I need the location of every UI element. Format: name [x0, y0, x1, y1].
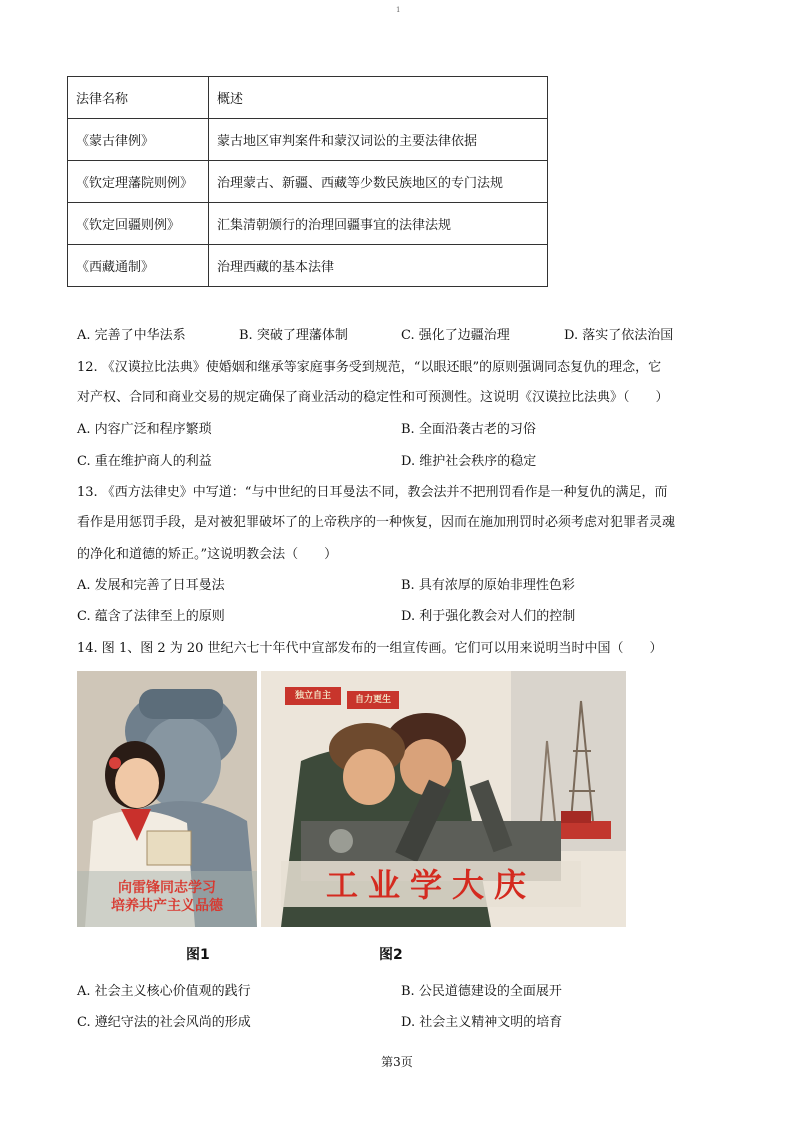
- law-summary-cell: 治理西藏的基本法律: [209, 245, 548, 287]
- q13-option-a: A. 发展和完善了日耳曼法: [77, 578, 225, 593]
- table-header-cell: 法律名称: [68, 77, 209, 119]
- figure2-slogan: 工业学大庆: [325, 866, 536, 904]
- q12-stem-line: 12. 《汉谟拉比法典》使婚姻和继承等家庭事务受到规范，“以眼还眼”的原则强调同态复仇的理念，它: [77, 360, 662, 375]
- law-name-cell: 《钦定理藩院则例》: [68, 161, 209, 203]
- q11-option-d: D. 落实了依法治国: [564, 328, 674, 343]
- figure1-slogan: [83, 879, 251, 915]
- q14-stem-line: 14. 图 1、图 2 为 20 世纪六七十年代中宣部发布的一组宣传画。它们可以用来说明当时中国（ ）: [77, 641, 663, 656]
- table-row: [68, 161, 548, 203]
- law-summary-cell: 蒙古地区审判案件和蒙汉词讼的主要法律依据: [209, 119, 548, 161]
- q13-stem-line: 13. 《西方法律史》中写道：“与中世纪的日耳曼法不同，教会法并不把刑罚看作是一种复仇的满足，而: [77, 485, 668, 500]
- q13-option-b: B. 具有浓厚的原始非理性色彩: [401, 578, 575, 593]
- q14-option-d: D. 社会主义精神文明的培育: [401, 1015, 563, 1030]
- q13-option-c: C. 蕴含了法律至上的原则: [77, 609, 225, 624]
- figure2-poster: [261, 671, 626, 927]
- table-row: [68, 245, 548, 287]
- q14-option-b: B. 公民道德建设的全面展开: [401, 984, 562, 999]
- q12-option-c: C. 重在维护商人的利益: [77, 454, 212, 469]
- figure2-banner-2: 自力更生: [354, 695, 391, 705]
- q11-option-a: A. 完善了中华法系: [77, 328, 186, 343]
- figure1-poster: [77, 671, 257, 927]
- q12-stem-line: 对产权、合同和商业交易的规定确保了商业活动的稳定性和可预测性。这说明《汉谟拉比法典》（ ）: [77, 390, 669, 405]
- table-row: [68, 203, 548, 245]
- page-top-mark: 1: [396, 6, 401, 14]
- law-name-cell: 《钦定回疆则例》: [68, 203, 209, 245]
- law-name-cell: 《蒙古律例》: [68, 119, 209, 161]
- figure1-caption: 图1: [186, 947, 210, 963]
- table-row: [68, 119, 548, 161]
- law-summary-cell: 汇集清朝颁行的治理回疆事宜的法律法规: [209, 203, 548, 245]
- law-name-cell: 《西藏通制》: [68, 245, 209, 287]
- figure2-banner-1: 独立自主: [294, 691, 331, 701]
- page-footer: 第3页: [381, 1055, 413, 1069]
- law-summary-cell: 治理蒙古、新疆、西藏等少数民族地区的专门法规: [209, 161, 548, 203]
- figure1-slogan-line2: 培养共产主义品德: [111, 898, 223, 914]
- q13-stem-line: 的净化和道德的矫正。”这说明教会法（ ）: [77, 547, 338, 562]
- table-header-cell: 概述: [209, 77, 548, 119]
- q11-option-c: C. 强化了边疆治理: [401, 328, 510, 343]
- law-table: [67, 76, 548, 287]
- q12-option-b: B. 全面沿袭古老的习俗: [401, 422, 536, 437]
- q14-option-c: C. 遵纪守法的社会风尚的形成: [77, 1015, 251, 1030]
- figure1-slogan-line1: 向雷锋同志学习: [118, 880, 216, 896]
- q14-option-a: A. 社会主义核心价值观的践行: [77, 984, 251, 999]
- q12-option-a: A. 内容广泛和程序繁琐: [77, 422, 212, 437]
- q12-option-d: D. 维护社会秩序的稳定: [401, 454, 537, 469]
- q13-stem-line: 看作是用惩罚手段，是对被犯罪破坏了的上帝秩序的一种恢复，因而在施加刑罚时必须考虑对犯罪者灵魂: [77, 515, 676, 530]
- table-header-row: [68, 77, 548, 119]
- q13-option-d: D. 利于强化教会对人们的控制: [401, 609, 576, 624]
- q11-option-b: B. 突破了理藩体制: [239, 328, 348, 343]
- figure2-caption: 图2: [379, 947, 403, 963]
